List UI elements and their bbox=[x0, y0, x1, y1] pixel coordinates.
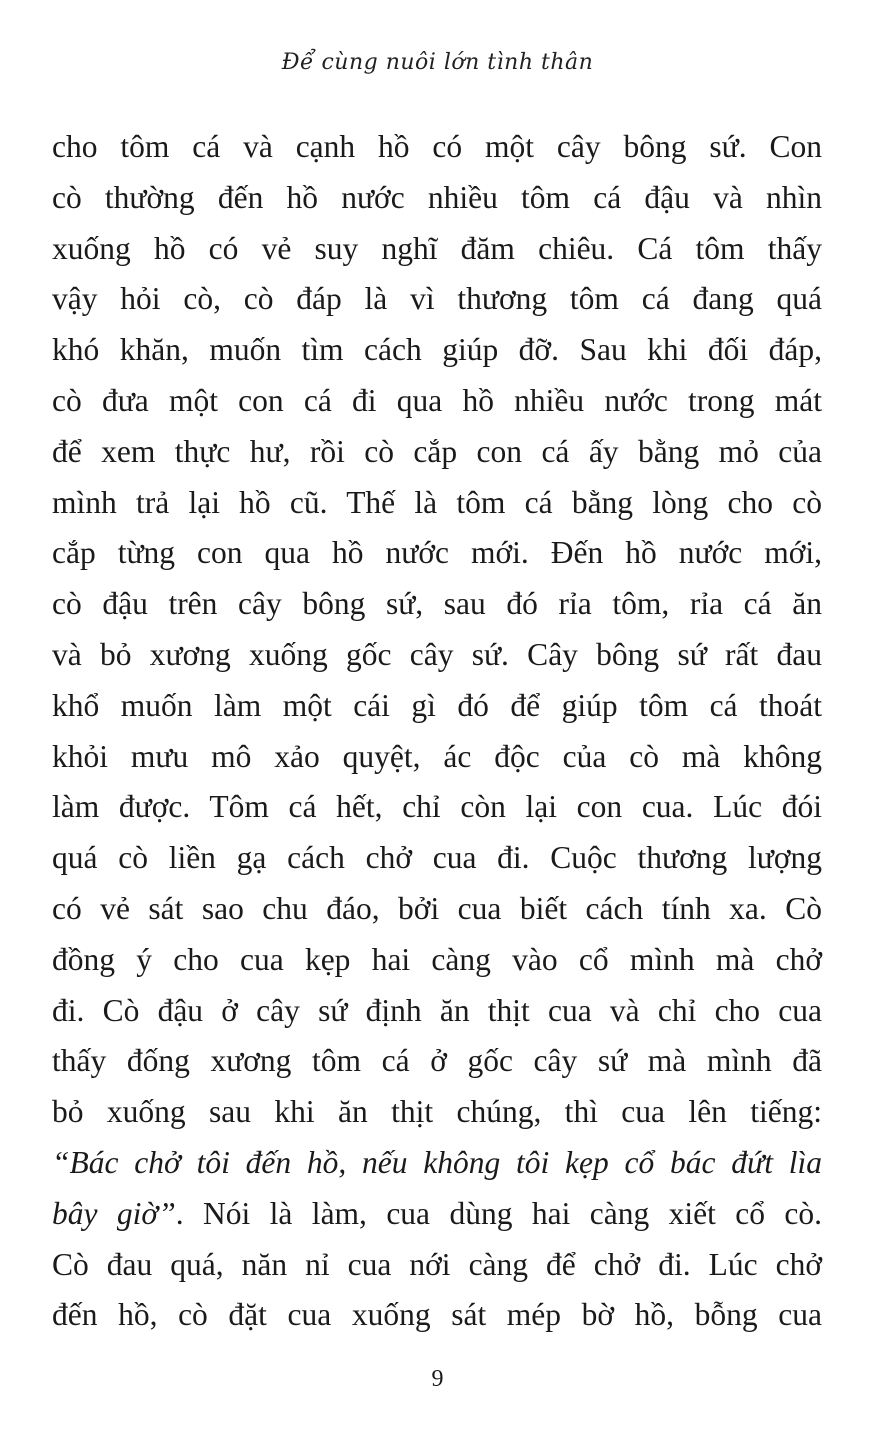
text-line: khỏi mưu mô xảo quyệt, ác độc của cò mà không bbox=[52, 738, 822, 774]
text-line: làm được. Tôm cá hết, chỉ còn lại con cua. Lúc đói bbox=[52, 789, 822, 825]
quote-line: “Bác chở tôi đến hồ, nếu không tôi kẹp cổ bác đứt lìa bbox=[52, 1144, 822, 1180]
text-line: đi. Cò đậu ở cây sứ định ăn thịt cua và chỉ cho cua bbox=[52, 992, 822, 1028]
text-line: khổ muốn làm một cái gì đó để giúp tôm cá thoát bbox=[52, 687, 822, 723]
text-line: quá cò liền gạ cách chở cua đi. Cuộc thương lượng bbox=[52, 840, 822, 876]
text-line: cò thường đến hồ nước nhiều tôm cá đậu và nhìn bbox=[52, 179, 822, 215]
text-line: Cò đau quá, năn nỉ cua nới càng để chở đi. Lúc chở bbox=[52, 1246, 822, 1282]
text-line-mixed bbox=[52, 1189, 822, 1240]
body-text bbox=[52, 122, 822, 1341]
text-line: cò đưa một con cá đi qua hồ nhiều nước trong mát bbox=[52, 382, 822, 418]
text-fragment: . Nói là làm, cua dùng hai càng xiết cổ cò. bbox=[175, 1195, 822, 1231]
text-line: cắp từng con qua hồ nước mới. Đến hồ nước mới, bbox=[52, 535, 822, 571]
text-line: và bỏ xương xuống gốc cây sứ. Cây bông sứ rất đau bbox=[52, 636, 822, 672]
page-number: 9 bbox=[431, 1366, 444, 1392]
text-line: cho tôm cá và cạnh hồ có một cây bông sứ. Con bbox=[52, 129, 822, 164]
text-line: vậy hỏi cò, cò đáp là vì thương tôm cá đang quá bbox=[52, 281, 822, 317]
text-line: đến hồ, cò đặt cua xuống sát mép bờ hồ, bỗng cua bbox=[52, 1297, 822, 1333]
running-header: Để cùng nuôi lớn tình thân bbox=[281, 50, 594, 75]
quote-fragment: bây giờ” bbox=[52, 1195, 176, 1231]
text-line: có vẻ sát sao chu đáo, bởi cua biết cách tính xa. Cò bbox=[52, 890, 822, 926]
text-line: để xem thực hư, rồi cò cắp con cá ấy bằng mỏ của bbox=[52, 433, 822, 469]
text-line: khó khăn, muốn tìm cách giúp đỡ. Sau khi đối đáp, bbox=[52, 332, 822, 368]
text-line: thấy đống xương tôm cá ở gốc cây sứ mà mình đã bbox=[52, 1043, 822, 1079]
text-line: xuống hồ có vẻ suy nghĩ đăm chiêu. Cá tôm thấy bbox=[52, 230, 822, 266]
text-line: cò đậu trên cây bông sứ, sau đó rỉa tôm, rỉa cá ăn bbox=[52, 586, 822, 622]
text-line: mình trả lại hồ cũ. Thế là tôm cá bằng lòng cho cò bbox=[52, 484, 822, 520]
text-line: đồng ý cho cua kẹp hai càng vào cổ mình mà chở bbox=[52, 941, 822, 977]
text-line: bỏ xuống sau khi ăn thịt chúng, thì cua lên tiếng: bbox=[52, 1094, 822, 1130]
